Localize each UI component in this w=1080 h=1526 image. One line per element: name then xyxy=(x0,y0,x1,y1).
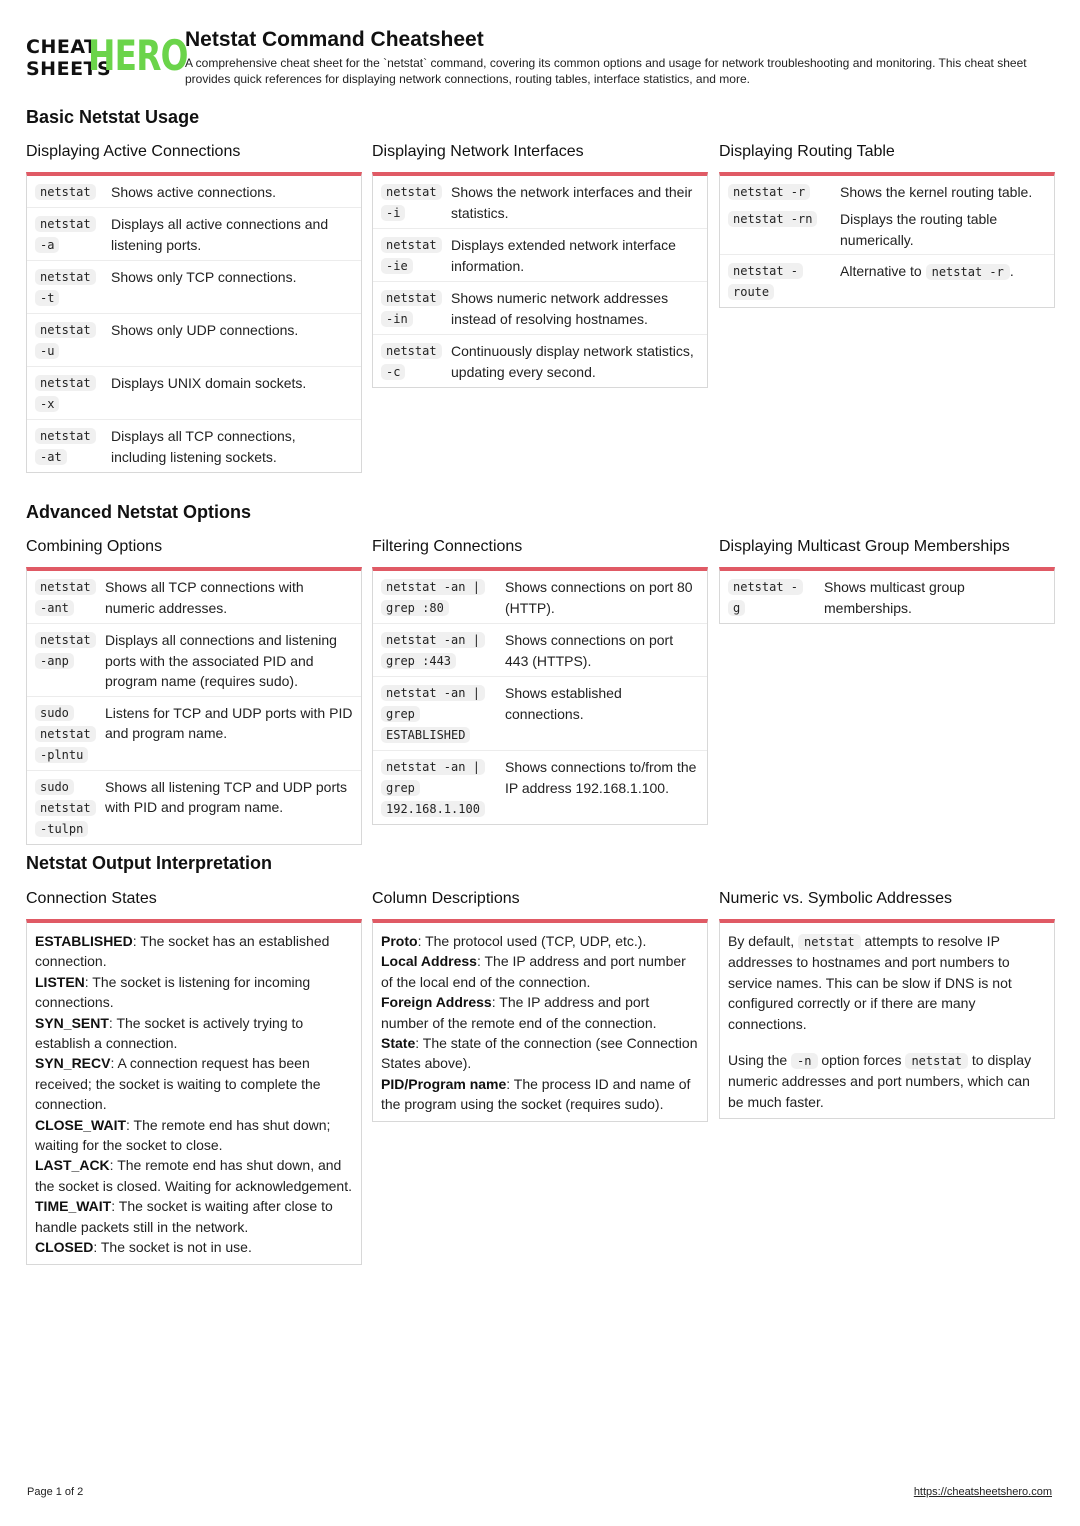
logo-cheat: CHEAT xyxy=(26,36,98,58)
command-code[interactable]: netstat -an | grep 192.168.1.100 xyxy=(381,757,497,820)
definition-text: : The socket has an established connection. xyxy=(35,933,330,970)
text-block xyxy=(720,923,1054,1118)
definition-item xyxy=(35,931,353,972)
paragraph xyxy=(728,1050,1046,1112)
command-description: Displays the routing table numerically. xyxy=(840,211,998,248)
definition-text: : The remote end has shut down, and the socket is closed. Waiting for acknowledgement. xyxy=(35,1157,352,1194)
card-active-connections xyxy=(26,142,362,473)
command-description: Shows only UDP connections. xyxy=(111,322,299,338)
command-description xyxy=(840,261,1046,303)
card-title: Combining Options xyxy=(26,538,163,555)
table-row xyxy=(27,420,361,472)
card-body xyxy=(26,919,362,1265)
table-row xyxy=(373,571,707,624)
card-body xyxy=(372,172,708,388)
command-description: Shows all TCP connections with numeric addresses. xyxy=(105,579,304,616)
command-description: Shows all listening TCP and UDP ports with PID and program name. xyxy=(105,778,348,815)
command-description: Shows connections on port 80 (HTTP). xyxy=(505,579,693,616)
command-description: Continuously display network statistics, updating every second. xyxy=(451,343,694,380)
card-multicast-memberships xyxy=(719,537,1055,624)
definition-term: State xyxy=(381,1035,416,1052)
command-description: Shows connections to/from the IP address 192.168.1.100. xyxy=(505,759,697,796)
command-description: Shows only TCP connections. xyxy=(111,269,297,285)
cheatsheetshero-logo[interactable] xyxy=(26,31,188,86)
definition-term: SYN_SENT xyxy=(35,1014,109,1031)
command-description: Listens for TCP and UDP ports with PID and program name. xyxy=(105,704,353,741)
command-description: Shows the network interfaces and their statistics. xyxy=(451,184,693,221)
command-description: Shows established connections. xyxy=(505,685,622,722)
table-row xyxy=(373,282,707,335)
definition-item xyxy=(35,1155,353,1196)
definition-term: TIME_WAIT xyxy=(35,1198,112,1215)
command-description: Displays all connections and listening ports with the associated PID and program name (requires sudo). xyxy=(105,632,337,689)
logo-hero-text: HERO xyxy=(88,31,188,80)
command-description: Shows active connections. xyxy=(111,184,276,200)
inline-code[interactable]: netstat xyxy=(905,1053,968,1069)
definition-item xyxy=(381,931,699,951)
table-row xyxy=(373,677,707,751)
card-body xyxy=(26,567,362,845)
command-description: Displays all active connections and listening ports. xyxy=(111,216,329,253)
definition-text: : The socket is waiting after close to handle packets still in the network. xyxy=(35,1198,333,1235)
command-code[interactable]: netstat -in xyxy=(381,288,443,330)
footer-link[interactable]: https://cheatsheetshero.com xyxy=(913,1486,1052,1498)
section-title-output: Netstat Output Interpretation xyxy=(26,853,272,873)
command-description: Shows multicast group memberships. xyxy=(824,579,965,616)
command-code[interactable]: netstat -an | grep :443 xyxy=(381,630,497,672)
card-title: Displaying Routing Table xyxy=(719,143,895,160)
card-numeric-vs-symbolic xyxy=(719,889,1055,1119)
logo-sheets: SHEETS xyxy=(26,58,112,80)
command-code[interactable]: netstat -at xyxy=(35,426,105,468)
definition-term: Proto xyxy=(381,933,418,949)
table-row xyxy=(27,261,361,314)
card-body xyxy=(719,567,1055,624)
command-code[interactable]: sudo netstat -tulpn xyxy=(35,777,99,840)
section-title-basic: Basic Netstat Usage xyxy=(26,107,200,127)
command-code[interactable]: netstat -route xyxy=(728,261,832,303)
section-title-advanced: Advanced Netstat Options xyxy=(26,502,252,522)
command-code[interactable]: netstat -an | grep :80 xyxy=(381,577,497,619)
command-code[interactable]: netstat -u xyxy=(35,320,105,362)
definition-text: : The protocol used (TCP, UDP, etc.). xyxy=(417,933,647,949)
card-title: Column Descriptions xyxy=(372,890,520,907)
paragraph-text: By default, xyxy=(728,933,795,949)
definition-item xyxy=(35,972,353,1013)
definition-term: LAST_ACK xyxy=(35,1157,110,1174)
table-row xyxy=(27,624,361,697)
table-row xyxy=(27,571,361,624)
definition-text: : The process ID and name of the program using the socket (requires sudo). xyxy=(381,1075,691,1113)
command-description: Displays UNIX domain sockets. xyxy=(111,375,307,391)
card-connection-states xyxy=(26,889,362,1265)
card-title: Filtering Connections xyxy=(372,538,523,555)
definition-term: LISTEN xyxy=(35,973,85,990)
card-combining-options xyxy=(26,537,362,845)
command-description: Shows numeric network addresses instead of resolving hostnames. xyxy=(451,290,669,327)
inline-code[interactable]: -n xyxy=(791,1053,817,1069)
table-row xyxy=(720,255,1054,307)
definition-item xyxy=(381,1074,699,1115)
definition-term: ESTABLISHED xyxy=(35,933,133,949)
table-row xyxy=(27,314,361,367)
definition-text: : The IP address and port number of the remote end of the connection. xyxy=(381,994,657,1031)
definition-text: : The socket is not in use. xyxy=(93,1239,252,1256)
inline-code[interactable]: netstat -r xyxy=(926,264,1010,280)
card-column-descriptions xyxy=(372,889,708,1122)
command-description: Displays extended network interface information. xyxy=(451,237,676,274)
card-filtering-connections xyxy=(372,537,708,825)
definition-item xyxy=(35,1115,353,1156)
table-row xyxy=(720,207,1054,255)
card-title: Displaying Network Interfaces xyxy=(372,143,584,160)
definition-text: : The IP address and port number of the local end of the connection. xyxy=(381,953,686,990)
table-row xyxy=(27,771,361,844)
page-title: Netstat Command Cheatsheet xyxy=(185,28,484,51)
definition-list xyxy=(373,923,707,1121)
table-row xyxy=(27,176,361,208)
card-title: Connection States xyxy=(26,890,157,907)
command-code[interactable]: netstat xyxy=(35,182,105,203)
card-title: Displaying Active Connections xyxy=(26,143,241,160)
command-code[interactable]: netstat -ie xyxy=(381,235,443,277)
command-code[interactable]: netstat -ant xyxy=(35,577,99,619)
card-body xyxy=(719,172,1055,308)
card-body xyxy=(719,919,1055,1119)
description-text: Alternative to xyxy=(840,263,922,279)
paragraph-text: option forces xyxy=(821,1052,902,1069)
table-row xyxy=(720,571,1054,623)
card-body xyxy=(372,919,708,1122)
command-code[interactable]: netstat -an | grep ESTABLISHED xyxy=(381,683,497,746)
command-code[interactable]: netstat -anp xyxy=(35,630,99,692)
card-body xyxy=(26,172,362,473)
page-subtitle: A comprehensive cheat sheet for the `netstat` command, covering its common options and usage for network troubleshooting and monitoring. This cheat sheet provides quick references for displaying network connections, routing tables, interface statistics, and more. xyxy=(185,56,1027,86)
table-row xyxy=(373,176,707,229)
definition-item xyxy=(35,1196,353,1237)
description-tail: . xyxy=(1009,263,1014,279)
definition-text: : The state of the connection (see Connection States above). xyxy=(381,1035,698,1072)
definition-text: : A connection request has been received; the socket is waiting to complete the connection. xyxy=(35,1055,321,1113)
table-row xyxy=(27,367,361,420)
paragraph-text: to display numeric addresses and port numbers, which can be much faster. xyxy=(728,1052,1032,1110)
command-code[interactable]: netstat -r xyxy=(728,182,832,203)
definition-term: SYN_RECV xyxy=(35,1055,111,1072)
command-code[interactable]: netstat -c xyxy=(381,341,443,383)
table-row xyxy=(373,229,707,282)
table-row xyxy=(373,624,707,677)
page-header xyxy=(26,28,1050,88)
definition-item xyxy=(381,992,699,1033)
definition-term: CLOSE_WAIT xyxy=(35,1116,127,1133)
command-code[interactable]: netstat -g xyxy=(728,577,808,619)
definition-term: PID/Program name xyxy=(381,1075,507,1092)
card-body xyxy=(372,567,708,825)
card-title: Displaying Multicast Group Memberships xyxy=(719,538,1010,555)
paragraph-text: Using the xyxy=(728,1052,788,1069)
table-row xyxy=(27,208,361,261)
card-network-interfaces xyxy=(372,142,708,388)
definition-text: : The remote end has shut down; waiting for the socket to close. xyxy=(35,1116,331,1154)
command-description: Shows connections on port 443 (HTTPS). xyxy=(505,632,674,669)
definition-term: Local Address xyxy=(381,953,477,970)
table-row xyxy=(373,751,707,824)
definition-text: : The socket is actively trying to establish a connection. xyxy=(35,1014,304,1052)
command-code[interactable]: netstat -i xyxy=(381,182,443,224)
page-number: Page 1 of 2 xyxy=(27,1486,84,1498)
command-description: Shows the kernel routing table. xyxy=(840,184,1033,200)
card-title: Numeric vs. Symbolic Addresses xyxy=(719,890,952,907)
table-row xyxy=(373,335,707,387)
definition-item xyxy=(35,1237,353,1257)
card-routing-table xyxy=(719,142,1055,308)
command-code[interactable]: netstat -x xyxy=(35,373,105,415)
command-code[interactable]: sudo netstat -plntu xyxy=(35,703,99,766)
definition-item xyxy=(35,1013,353,1054)
table-row xyxy=(27,697,361,771)
definition-list xyxy=(27,923,361,1264)
paragraph xyxy=(728,931,1046,1034)
definition-item xyxy=(381,951,699,992)
definition-item xyxy=(35,1053,353,1114)
table-row xyxy=(720,176,1054,207)
paragraph-text: attempts to resolve IP addresses to hostnames and port numbers to service names. This can be slow if DNS is not configured correctly or if there are many connections. xyxy=(728,933,1012,1032)
definition-term: Foreign Address xyxy=(381,994,492,1011)
definition-item xyxy=(381,1033,699,1074)
command-description: Displays all TCP connections, including listening sockets. xyxy=(111,428,296,465)
command-code[interactable]: netstat -rn xyxy=(728,209,832,250)
inline-code[interactable]: netstat xyxy=(798,934,861,950)
command-code[interactable]: netstat -a xyxy=(35,214,105,256)
command-code[interactable]: netstat -t xyxy=(35,267,105,309)
definition-text: : The socket is listening for incoming connections. xyxy=(35,973,311,1011)
definition-term: CLOSED xyxy=(35,1239,94,1256)
